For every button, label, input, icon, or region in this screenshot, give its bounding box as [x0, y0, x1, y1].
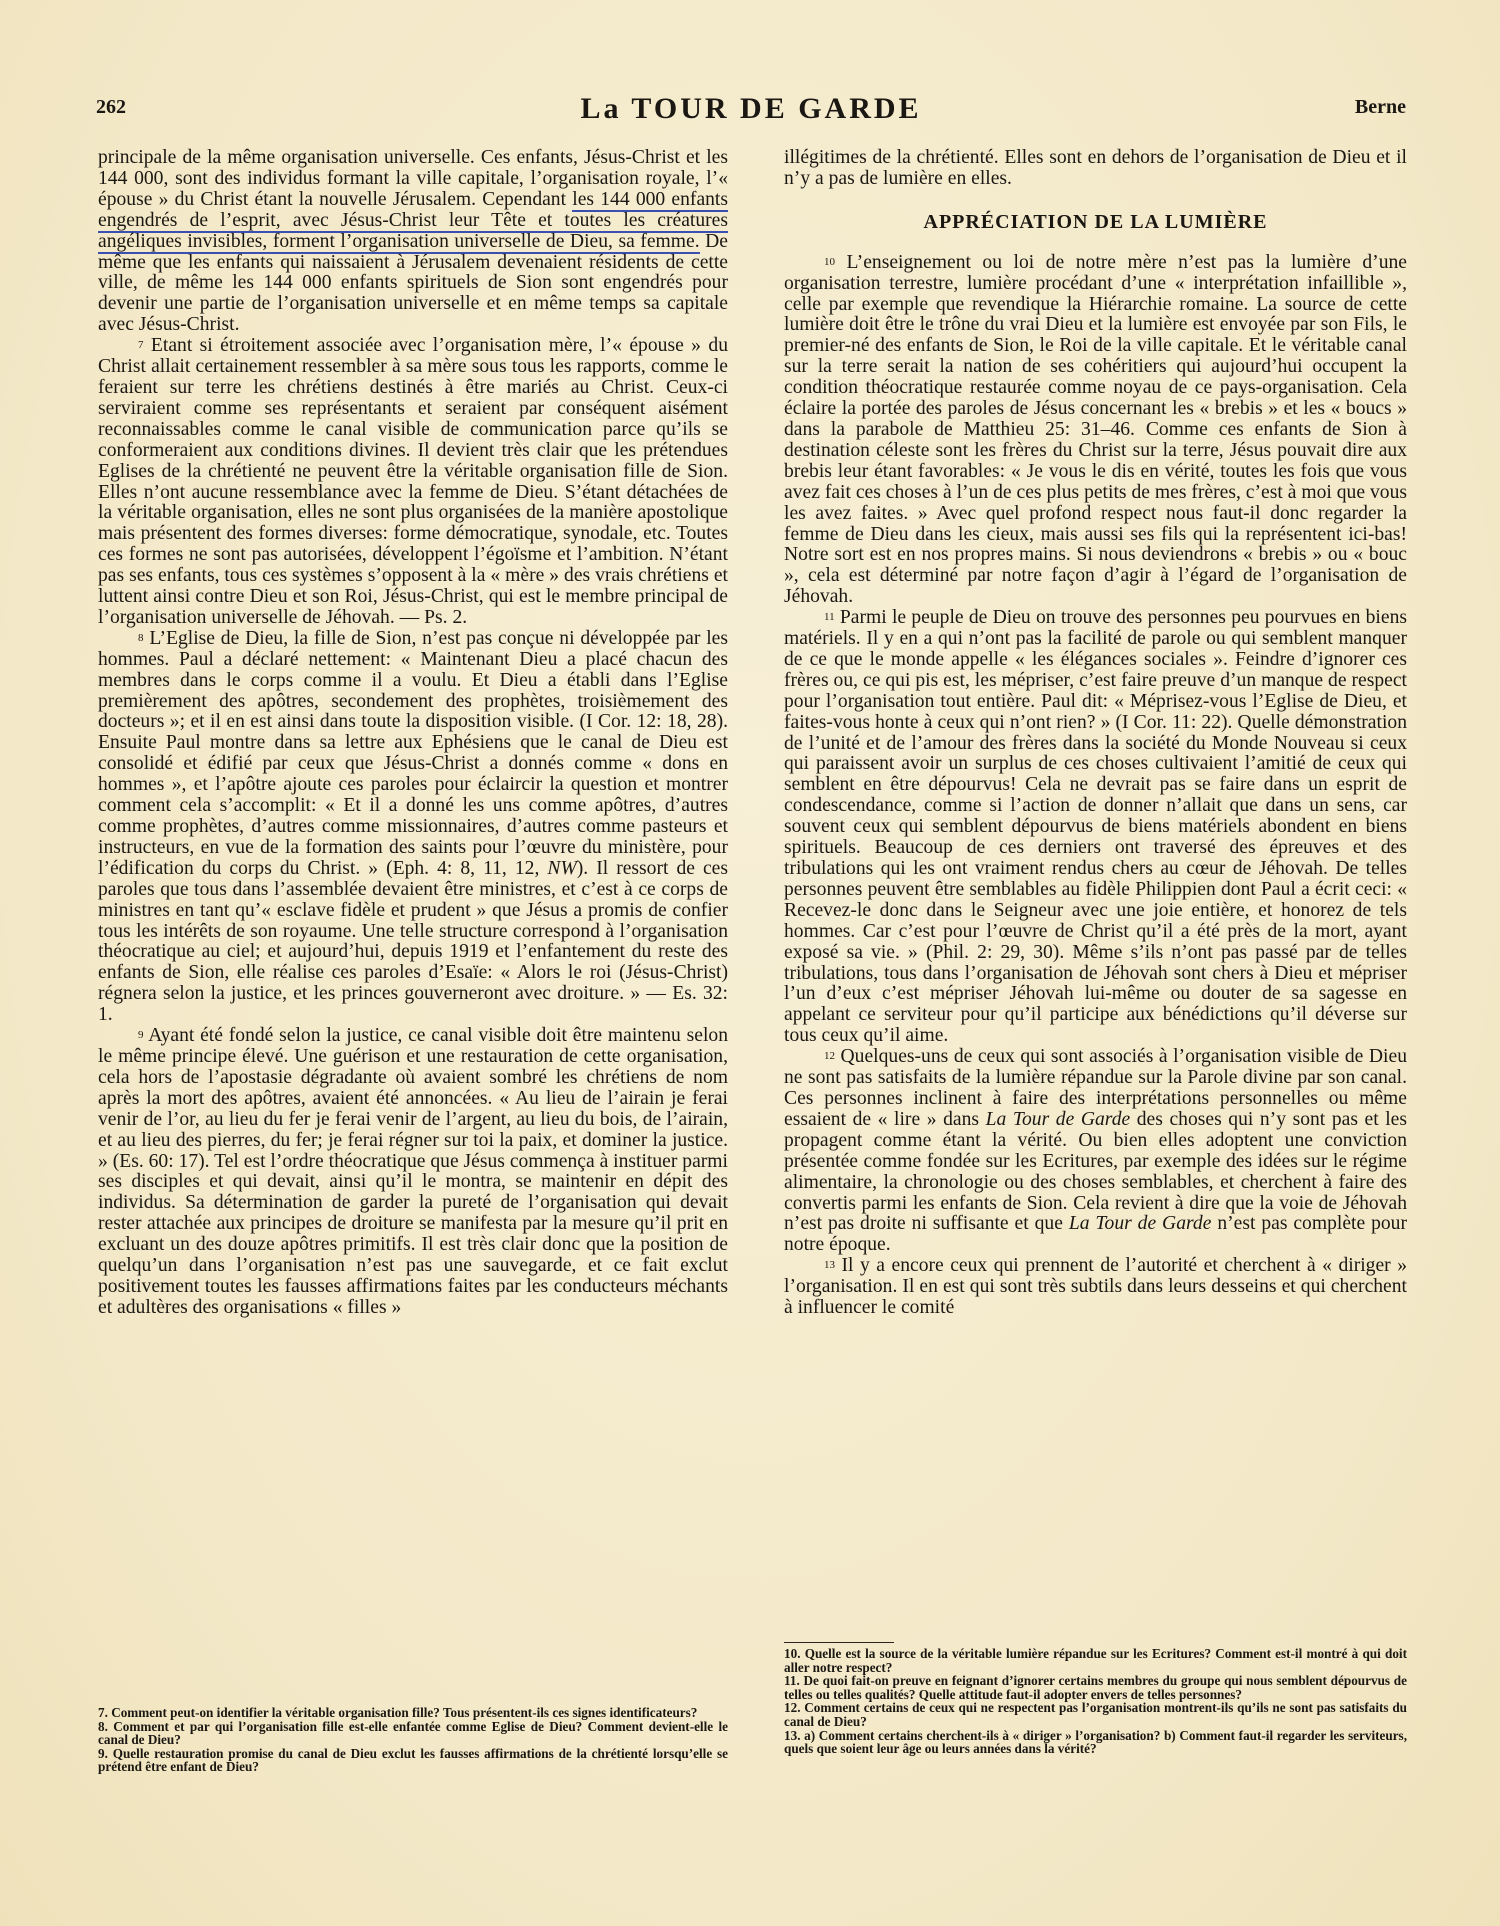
- paragraph-text: L’Eglise de Dieu, la fille de Sion, n’est pas conçue ni développée par les hommes. Paul a déclaré nettement: « Maintenant Dieu a placé chacun des membres dans le corps comme il a voulu. Et Dieu a établi dans l’Eglise premièrement des apôtres, secondement des prophètes, troisièmement des docteurs »; et il en est ainsi dans toute la disposition visible. (I Cor. 12: 18, 28). Ensuite Paul montre dans sa lettre aux Ephésiens que le canal de Dieu est consolidé et édifié par ceux que Jésus-Christ a donnés comme « dons en hommes », et l’apôtre ajoute ces paroles pour éclaircir la question et montrer comment cela s’accomplit: « Et il a donné les uns comme apôtres, d’autres comme prophètes, d’autres comme missionnaires, d’autres comme pasteurs et instructeurs, en vue de la formation des saints pour l’œuvre du ministère, pour l’édification du corps du Christ. » (Eph. 4: 8, 11, 12,: [98, 627, 728, 879]
- paragraph-text: Quelques-uns de ceux qui sont associés à l’organisation visible de Dieu ne sont pas satisfaits de la lumière répandue sur la Parole divine par son canal. Ces personnes inclinent à faire des interprétations personnelles ou même essaient de « lire » dans: [784, 1046, 1407, 1130]
- study-question: 9. Quelle restauration promise du canal de Dieu exclut les fausses affirmations de la chrétienté lorsqu’elle se prétend être enfant de Dieu?: [98, 1745, 728, 1775]
- study-question: 12. Comment certains de ceux qui ne respectent pas l’organisation montrent-ils qu’ils ne sont pas satisfaits du canal de Dieu?: [784, 1700, 1407, 1729]
- left-column: [98, 148, 728, 1319]
- section-heading: APPRÉCIATION DE LA LUMIÈRE: [923, 210, 1268, 233]
- paragraph-text: des choses qui n’y sont pas et les propagent comme étant la vérité. Ou bien elles adoptent une conviction présentée comme fondée sur les Ecritures, par exemple des idées sur le régime alimentaire, la chronologie ou des choses semblables, et cherchent à faire des convertis parmi les enfants de Sion. Cela revient à dire que la voie de Jéhovah n’est pas droite ni suffisante et que: [784, 1108, 1408, 1235]
- paragraph-text: L’enseignement ou loi de notre mère n’est pas la lumière d’une organisation terrestre, lumière procédant d’une « interprétation infaillible », celle par exemple que revendique la Hiérarchie romaine. La source de cette lumière doit être le trône du vrai Dieu et la lumière est envoyée par son Fils, le premier-né des enfants de Sion, le Roi de la ville capitale. Et le véritable canal sur la terre serait la nation de ses cohéritiers qui aujourd’hui occupent la condition théocratique restaurée comme noyau de ce pays-organisation. Cela éclaire la portée des paroles de Jésus concernant les « brebis » et les « boucs » dans la parabole de Matthieu 25: 31–46. Comme ces enfants de Sion à destination céleste sont les frères du Christ sur la terre, Jésus pouvait dire aux brebis leur étant favorables: « Je vous le dis en vérité, toutes les fois que vous avez fait ces choses à l’un de ces plus petits de mes frères, c’est à moi que vous les avez faites. » Avec quel profond respect nous faut-il donc regarder la femme de Dieu dans les cieux, mais aussi ses fils qui la représentent ici-bas! Notre sort est en nos propres mains. Si nous deviendrons « brebis » ou « bouc », cela est déterminé par notre façon d’agir à l’égard de l’organisation de Jéhovah.: [784, 251, 1407, 608]
- paragraph-number: 10: [824, 255, 835, 268]
- paragraph-6-continued: [98, 148, 728, 336]
- paragraph-number: 12: [824, 1050, 835, 1063]
- paragraph-13: [784, 1256, 1407, 1319]
- right-column: [784, 148, 1407, 1319]
- paragraph-text: Parmi le peuple de Dieu on trouve des personnes peu pourvues en biens matériels. Il y en a qui n’ont pas la facilité de parole ou qui semblent manquer de ce que le monde appelle « les élégances sociales ». Feindre d’ignorer ces frères ou, ce qui pis est, les mépriser, c’est faire preuve d’un manque de respect pour l’organisation tout entière. Paul dit: « Méprisez-vous l’Eglise de Dieu, et faites-vous honte à ceux qui n’ont rien? » (I Cor. 11: 22). Quelle démonstration de l’unité et de l’amour des frères dans la société du Monde Nouveau si ceux qui paraissent avoir un surplus de ces choses cultivaient l’amitié de ceux qui semblent en être dépourvus! Cela ne devrait pas se faire dans un esprit de condescendance, comme si l’action de donner n’allait que dans un sens, car souvent ceux qui semblent dépourvus de biens matériels abondent en biens spirituels. Beaucoup de ces derniers ont traversé des épreuves et des tribulations qui les ont vraiment rendus chers au cœur de Jéhovah. De telles personnes peuvent être semblables au fidèle Philippien dont Paul a écrit ceci: « Recevez-le donc dans le Seigneur avec une joie entière, et honorez de tels hommes. Car c’est pour l’œuvre de Christ qu’il a été près de la mort, ayant exposé sa vie. » (Phil. 2: 29, 30). Même s’ils n’ont pas passé par de telles tribulations, tous dans l’organisation de Jéhovah sont chers à Dieu et mépriser l’un d’eux c’est mépriser Jéhovah lui-même ou douter de sa sagesse en appelant ce serviteur pour qu’il participe aux bénédictions qu’il déverse sur tous ceux qu’il aime.: [784, 607, 1407, 1047]
- paragraph-text: n’est pas complète pour notre époque.: [784, 1213, 1407, 1256]
- paragraph-text: Ayant été fondé selon la justice, ce canal visible doit être maintenu selon le même principe élevé. Une guérison et une restauration de cette organisation, cela hors de l’apostasie dégradante où avaient sombré les chrétiens de nom après la mort des apôtres, avaient été annoncées. « Au lieu de l’airain je ferai venir de l’or, au lieu du fer je ferai venir de l’argent, au lieu du bois, de l’airain, et au lieu des pierres, du fer; je ferai régner sur toi la paix, et dominer la justice. » (Es. 60: 17). Tel est l’ordre théocratique que Jésus commença à instituer parmi ses disciples et qui devait, ainsi qu’il le montra, se maintenir en dépit des individus. Sa détermination de garder la pureté de l’organisation qui devait rester attachée aux principes de droiture se manifesta par la mesure qu’il prit en excluant un des douze apôtres primitifs. Il est très clair donc que la position de quelqu’un dans l’organisation n’est pas une sauvegarde, et ce fait exclut positivement toutes les fausses affirmations faites par les conducteurs méchants et adultères des organisations « filles »: [98, 1025, 728, 1318]
- paragraph-10: [784, 253, 1407, 608]
- paragraph-number: 11: [824, 611, 835, 624]
- paragraph-number: 13: [824, 1259, 835, 1272]
- paragraph-7: [98, 336, 728, 629]
- bible-version-abbrev: NW: [547, 857, 577, 879]
- paragraph-number: 7: [138, 339, 144, 352]
- paragraph-text: De même que les enfants qui naissaient à Jérusalem devenaient résidents de cette ville, de même les 144 000 enfants spirituels de Sion sont engendrés pour devenir une partie de l’organisation universelle et en même temps sa capitale avec Jésus-Christ.: [98, 230, 728, 336]
- paragraph-9-continued: illégitimes de la chrétienté. Elles sont en dehors de l’organisation de Dieu et il n’y a pas de lumière en elles.: [784, 147, 1407, 189]
- study-questions-left: [98, 1706, 728, 1774]
- magazine-title-italic: La Tour de Garde: [1068, 1213, 1212, 1235]
- magazine-title-italic: La Tour de Garde: [985, 1108, 1131, 1130]
- study-question: 8. Comment et par qui l’organisation fille est-elle enfantée comme Eglise de Dieu? Comment devient-elle le canal de Dieu?: [98, 1718, 728, 1748]
- journal-title: La TOUR DE GARDE: [580, 92, 922, 125]
- paragraph-number: 9: [138, 1029, 144, 1042]
- study-questions-right: [784, 1642, 1407, 1756]
- study-question: 11. De quoi fait-on preuve en feignant d’ignorer certains membres du groupe qui nous semblent dépourvus de telles ou telles qualités? Quelle attitude faut-il adopter envers de telles personnes?: [784, 1673, 1407, 1702]
- questions-divider: [784, 1642, 894, 1643]
- page-number: 262: [96, 96, 126, 118]
- underlined-passage: les 144 000 enfants engendrés de l’esprit, avec Jésus-Christ leur Tête et toutes les créatures angéliques invisibles, forment l’organisation universelle de Dieu, sa femme.: [98, 188, 729, 252]
- study-question: 7. Comment peut-on identifier la véritable organisation fille? Tous présentent-ils ces signes identificateurs?: [98, 1705, 698, 1720]
- study-question: 13. a) Comment certains cherchent-ils à « diriger » l’organisation? b) Comment faut-il regarder les serviteurs, quels que soient leur âge ou leurs années dans la vérité?: [784, 1727, 1407, 1757]
- paragraph-9: [98, 1026, 728, 1319]
- paragraph-12: [784, 1047, 1407, 1256]
- paragraph-text: Etant si étroitement associée avec l’organisation mère, l’« épouse » du Christ allait certainement ressembler à sa mère sous tous les rapports, comme le feraient sur terre les chrétiens destinés à être mariés au Christ. Ceux-ci serviraient comme ses représentants et seraient par conséquent aisément reconnaissables comme le canal visible de communication parce qu’ils se conformeraient aux conditions divines. Il devient très clair que les prétendues Eglises de la chrétienté ne peuvent être la véritable organisation fille de Sion. Elles n’ont aucune ressemblance avec la femme de Dieu. S’étant détachées de la véritable organisation, elles ne sont plus organisées de la manière apostolique mais présentent des formes diverses: forme démocratique, synodale, etc. Toutes ces formes ne sont pas autorisées, développent l’égoïsme et l’ambition. N’étant pas ses enfants, tous ces systèmes s’opposent à la « mère » des vrais chrétiens et luttent ainsi contre Dieu et son Roi, Jésus-Christ, qui est le membre principal de l’organisation universelle de Jéhovah. — Ps. 2.: [98, 335, 728, 628]
- paragraph-text: ). Il ressort de ces paroles que tous dans l’assemblée devaient être ministres, et c’est à ce corps de ministres en tant qu’« esclave fidèle et prudent » que Jésus a promis de confier tous les intérêts de son royaume. Une telle structure correspond à l’organisation théocratique au ciel; et aujourd’hui, depuis 1919 et l’enfantement du reste des enfants de Sion, elle réalise ces paroles d’Esaïe: « Alors le roi (Jésus-Christ) régnera selon la justice, et les princes gouverneront avec droiture. » — Es. 32: 1.: [98, 857, 728, 1026]
- page-header: [96, 92, 1406, 132]
- paragraph-text: Il y a encore ceux qui prennent de l’autorité et cherchent à « diriger » l’organisation. Il en est qui sont très subtils dans leurs desseins et qui cherchent à influencer le comité: [784, 1255, 1407, 1319]
- paragraph-number: 8: [138, 631, 144, 644]
- edition-location: Berne: [1354, 96, 1406, 118]
- study-question: 10. Quelle est la source de la véritable lumière répandue sur les Ecritures? Comment est-il montré à qui doit aller notre respect?: [784, 1646, 1407, 1675]
- paragraph-text: principale de la même organisation universelle. Ces enfants, Jésus-Christ et les 144 000, sont des individus formant la ville capitale, l’organisation royale, l’« épouse » du Christ étant la nouvelle Jérusalem. Cependant: [98, 147, 728, 210]
- paragraph-8: [98, 629, 728, 1026]
- paragraph-11: [784, 608, 1407, 1047]
